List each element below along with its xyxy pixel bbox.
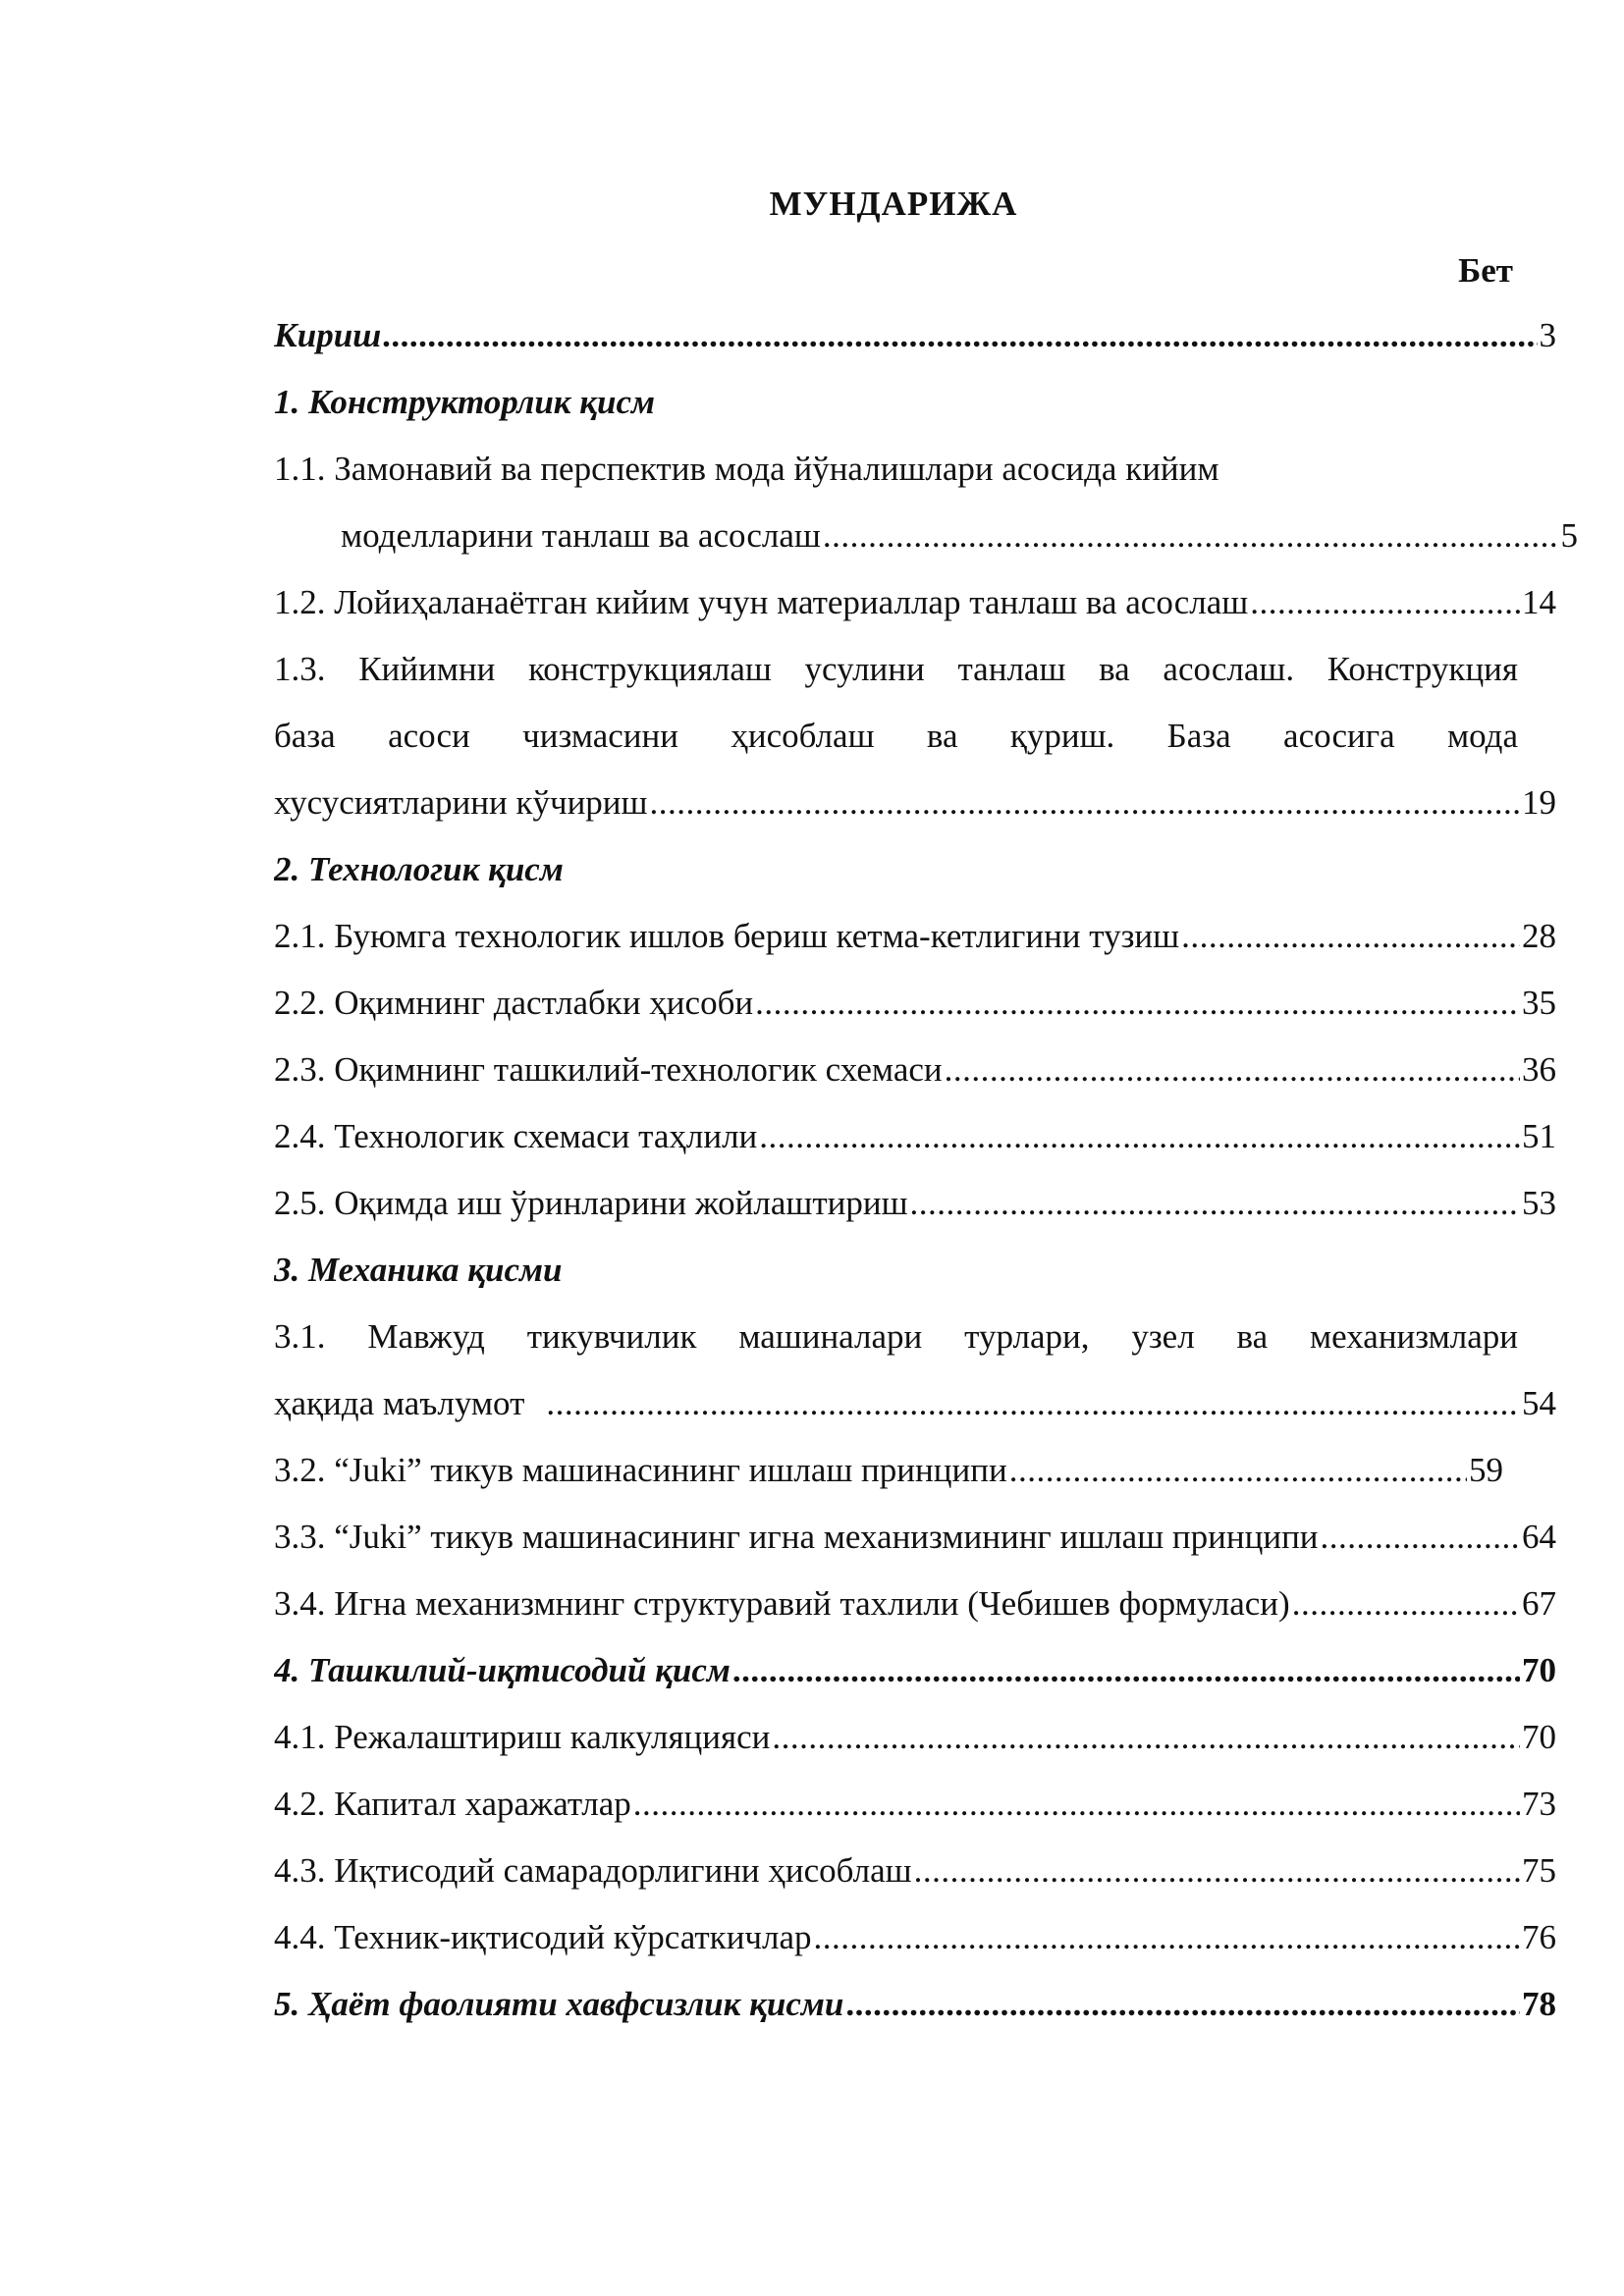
toc-section-heading-2[interactable] <box>274 845 1556 912</box>
toc-section-heading-5[interactable] <box>274 1980 1556 2047</box>
toc-entry-2-1[interactable] <box>274 912 1556 979</box>
toc-entry-label: 2.1. Буюмга технологик ишлов бериш кетма-кетлигини тузиш <box>274 917 1180 955</box>
toc-entry-1-1-line2[interactable] <box>274 511 1578 578</box>
dot-leader <box>755 979 1520 1028</box>
dot-leader <box>945 1045 1520 1095</box>
toc-entry-label: 4.3. Иқтисодий самарадорлигини ҳисоблаш <box>274 1851 912 1890</box>
toc-entry-label: 4. Ташкилий-иқтисодий қисм <box>274 1651 731 1689</box>
toc-entry-page: 70 <box>1522 1718 1556 1756</box>
toc-entry-3-1-line1[interactable]: 3.1. Мавжуд тикувчилик машиналари турлари, узел ва механизмлари <box>274 1317 1518 1356</box>
toc-entry-3-4[interactable] <box>274 1579 1556 1646</box>
toc-entry-page: 54 <box>1522 1384 1556 1422</box>
toc-entry-page: 78 <box>1522 1985 1556 2023</box>
toc-section-heading-4[interactable] <box>274 1646 1556 1713</box>
dot-leader <box>732 1646 1520 1695</box>
dot-leader <box>1250 578 1520 627</box>
dot-leader <box>910 1179 1520 1228</box>
dot-leader <box>845 1980 1520 2029</box>
toc-entry-page: 64 <box>1522 1518 1556 1556</box>
toc-entry-label: 3.2. “Juki” тикув машинасининг ишлаш принципи <box>274 1451 1007 1489</box>
toc-entry-4-3[interactable] <box>274 1846 1556 1913</box>
toc-entry-label: 2.4. Технологик схемаси таҳлили <box>274 1117 758 1155</box>
dot-leader <box>914 1846 1520 1896</box>
dot-leader <box>633 1780 1520 1829</box>
table-of-contents <box>274 311 1578 2047</box>
toc-entry-page: 67 <box>1522 1584 1556 1623</box>
toc-entry-label: 3.4. Игна механизмнинг структуравий тахлили (Чебишев формуласи) <box>274 1584 1290 1623</box>
toc-entry-1-3-line1[interactable]: 1.3. Кийимни конструкциялаш усулини танлаш ва асослаш. Конструкция <box>274 650 1518 688</box>
toc-entry-label: 2.5. Оқимда иш ўринларини жойлаштириш <box>274 1184 908 1222</box>
dot-leader <box>823 511 1559 561</box>
toc-entry-page: 51 <box>1522 1117 1556 1155</box>
toc-entry-1-1-line1[interactable] <box>274 445 1556 511</box>
toc-section-heading-1[interactable] <box>274 378 1556 445</box>
toc-entry-3-2[interactable] <box>274 1446 1503 1513</box>
toc-entry-1-2[interactable] <box>274 578 1556 645</box>
dot-leader <box>1292 1579 1520 1629</box>
toc-entry-1-3-line3[interactable] <box>274 778 1556 845</box>
toc-entry-page: 36 <box>1522 1050 1556 1089</box>
toc-entry-label: хусусиятларини кўчириш <box>274 783 648 822</box>
toc-entry-1-3-line2[interactable]: база асоси чизмасини ҳисоблаш ва қуриш. База асосига мода <box>274 717 1518 755</box>
toc-entry-label: 2.3. Оқимнинг ташкилий-технологик схемаси <box>274 1050 943 1089</box>
toc-entry-label: 2. Технологик қисм <box>274 850 564 888</box>
page-column-header: Бет <box>1458 251 1513 290</box>
toc-entry-page: 73 <box>1522 1785 1556 1823</box>
toc-entry-page: 28 <box>1522 917 1556 955</box>
toc-entry-label: 4.1. Режалаштириш калкуляцияси <box>274 1718 771 1756</box>
toc-entry-label: Кириш <box>274 316 382 354</box>
dot-leader <box>1009 1446 1467 1495</box>
dot-leader <box>1321 1513 1520 1562</box>
toc-entry-page: 5 <box>1560 516 1578 555</box>
dot-leader <box>772 1713 1520 1762</box>
document-title: МУНДАРИЖА <box>769 185 1018 223</box>
toc-entry-page: 70 <box>1522 1651 1556 1689</box>
toc-section-heading-3[interactable] <box>274 1246 1556 1312</box>
toc-entry-page: 19 <box>1522 783 1556 822</box>
toc-entry-page: 3 <box>1539 316 1556 354</box>
toc-entry-label: ҳақида маълумот <box>274 1384 525 1422</box>
toc-entry-label: 5. Ҳаёт фаолияти хавфсизлик қисми <box>274 1985 844 2023</box>
toc-entry-label: 1. Конструкторлик қисм <box>274 383 656 421</box>
toc-entry-2-4[interactable] <box>274 1112 1556 1179</box>
toc-entry-page: 76 <box>1522 1918 1556 1956</box>
dot-leader <box>814 1913 1520 1962</box>
toc-entry-3-3[interactable] <box>274 1513 1556 1579</box>
toc-entry-label: 1.1. Замонавий ва перспектив мода йўналишлари асосида кийим <box>274 450 1219 488</box>
toc-entry-3-1-line2[interactable] <box>274 1379 1556 1446</box>
toc-entry-label: 4.2. Капитал харажатлар <box>274 1785 631 1823</box>
toc-entry-page: 35 <box>1522 984 1556 1022</box>
toc-entry-introduction[interactable] <box>274 311 1556 378</box>
toc-entry-label: моделларини танлаш ва асослаш <box>341 516 821 555</box>
toc-entry-label: 4.4. Техник-иқтисодий кўрсаткичлар <box>274 1918 812 1956</box>
toc-entry-page: 59 <box>1469 1451 1503 1489</box>
dot-leader <box>546 1379 1520 1428</box>
dot-leader <box>383 311 1537 360</box>
toc-entry-page: 75 <box>1522 1851 1556 1890</box>
toc-entry-label: 3. Механика қисми <box>274 1251 563 1289</box>
toc-entry-4-1[interactable] <box>274 1713 1556 1780</box>
toc-entry-label: 1.2. Лойиҳаланаётган кийим учун материаллар танлаш ва асослаш <box>274 583 1249 621</box>
toc-entry-4-2[interactable] <box>274 1780 1556 1846</box>
dot-leader <box>650 778 1521 828</box>
toc-entry-2-2[interactable] <box>274 979 1556 1045</box>
toc-entry-label: 3.3. “Juki” тикув машинасининг игна механизмининг ишлаш принципи <box>274 1518 1319 1556</box>
toc-entry-4-4[interactable] <box>274 1913 1556 1980</box>
toc-entry-label: 2.2. Оқимнинг дастлабки ҳисоби <box>274 984 754 1022</box>
toc-entry-2-3[interactable] <box>274 1045 1556 1112</box>
dot-leader <box>759 1112 1520 1161</box>
toc-entry-2-5[interactable] <box>274 1179 1556 1246</box>
toc-entry-page: 14 <box>1522 583 1556 621</box>
toc-entry-page: 53 <box>1522 1184 1556 1222</box>
dot-leader <box>1181 912 1520 961</box>
